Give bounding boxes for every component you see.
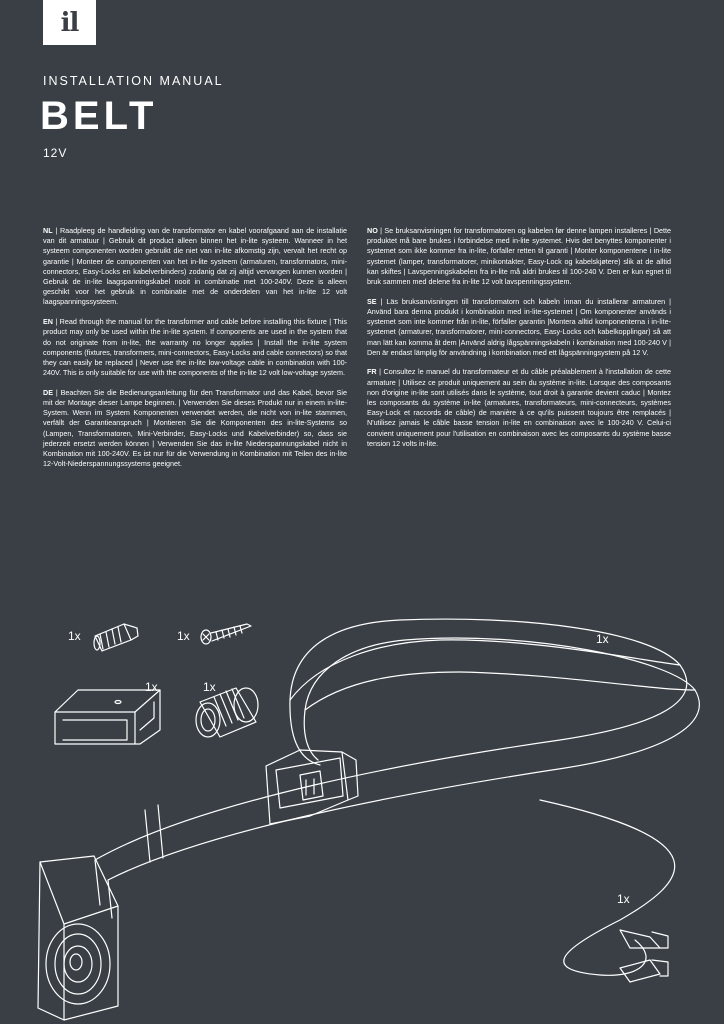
qty-wall-plug: 1x xyxy=(68,629,81,643)
instruction-en: EN | Read through the manual for the transformer and cable before installing this fixture | This product may only be used within the in-lite system. If components are used in the system that do not originate from in-lite, the warranty no longer applies | Install the in-lite system components (fixtures, transformers, mini-connectors, Easy-Locks and cable connectors) so that they can easily be replaced | Never use the in-lite low-voltage cable in combination with 100-240V. This is only suitable for use with the components of the in-lite 12 volt low-voltage system. xyxy=(43,317,347,378)
brand-logo xyxy=(43,0,96,45)
lang-code: DE xyxy=(43,387,53,397)
qty-screw: 1x xyxy=(177,629,190,643)
instruction-de: DE | Beachten Sie die Bedienungsanleitung für den Transformator und das Kabel, bevor Sie mit der Montage dieser Lampe beginnen. | Verwenden Sie dieses Produkt nur in einem in-lite-System. Wenn im System Komponenten verwendet werden, die nicht von in-lite stammen, verfällt der Garantieanspruch | Montieren Sie die Komponenten des in-lite-Systems so (Lampen, Transformatoren, Mini-Verbinder, Easy-Locks und Kabelverbinder) so, dass sie jederzeit ersetzt werden können | Verwenden Sie das in-lite Niederspannungskabel nicht in Kombination mit 100-240V. Es ist nur für die Verwendung in Kombination mit Teilen des in-lite 12-Volt-Niederspannungssystems geeignet. xyxy=(43,387,347,469)
qty-belt: 1x xyxy=(596,632,609,646)
qty-cable-cap: 1x xyxy=(203,680,216,694)
qty-bracket: 1x xyxy=(145,680,158,694)
bracket-icon xyxy=(55,690,160,744)
cable-icon xyxy=(540,800,675,982)
instruction-text: Beachten Sie die Bedienungsanleitung für den Transformator und das Kabel, bevor Sie mit der Montage dieser Lampe beginnen. | Verwenden Sie dieses Produkt nur in einem in-lite-System. Wenn im System Komponenten verwendet werden, die nicht von in-lite stammen, verfällt der Garantieanspruch | Montieren Sie die Komponenten des in-lite-Systems so (Lampen, Transformatoren, Mini-Verbinder, Easy-Locks und Kabelverbinder) so, dass sie jederzeit ersetzt werden können | Verwenden Sie das in-lite Niederspannungskabel nicht in Kombination mit 100-240V. Es ist nur für die Verwendung in Kombination mit Teilen des in-lite 12-Volt-Niederspannungssystems geeignet. xyxy=(43,387,347,469)
instruction-se: SE | Läs bruksanvisningen till transformatorn och kabeln innan du installerar armaturen | Använd bara denna produkt i kombination med in-lite-systemet | Om komponenter används i systemet som inte kommer från in-lite, förfaller garantin |Montera alltid komponenterna i in-lite-systemet (armaturer, transformatorer, mini-connectors, Easy-Locks och kabelkopplingar) så att man lätt kan komma åt dem |Använd aldrig lågspänningskabeln i kombination med 100-240 V | Den är endast lämplig för användning i kombination med ett lågspänningsystem på 12 V. xyxy=(367,296,671,357)
instructions-left-column xyxy=(43,226,347,479)
screw-icon xyxy=(201,624,251,644)
instruction-text: Read through the manual for the transformer and cable before installing this fixture | This product may only be used within the in-lite system. If components are used in the system that do not originate from in-lite, the warranty no longer applies | Install the in-lite system components (fixtures, transformers, mini-connectors, Easy-Locks and cable connectors) so that they can easily be replaced | Never use the in-lite low-voltage cable in combination with 100-240V. This is only suitable for use with the components of the in-lite 12 volt low-voltage system. xyxy=(43,317,347,378)
instruction-text: Läs bruksanvisningen till transformatorn och kabeln innan du installerar armaturen | Använd bara denna produkt i kombination med in-lite-systemet | Om komponenter används i systemet som inte kommer från in-lite, förfaller garantin |Montera alltid komponenterna i in-lite-systemet (armaturer, transformatorer, mini-connectors, Easy-Locks och kabelkopplingar) så att man lätt kan komma åt dem |Använd aldrig lågspänningskabeln i kombination med 100-240 V | Den är endast lämplig för användning i kombination med ett lågspänningsystem på 12 V. xyxy=(367,296,671,357)
lang-code: NO xyxy=(367,226,378,235)
instruction-text: Se bruksanvisningen for transformatoren og kabelen før denne lampen installeres | Dette produktet må bare brukes i forbindelse med in-lite systemet. Hvis det benyttes komponenter i systemet som ikke kommer fra in-lite, forfaller retten til garanti | Monter komponentene i in-lite systemet (lamper, transformatorer, minikontakter, Easy-Lock og kabelskjøtere) slik at de alltid kan skiftes | Lavspenningskabelen fra in-lite må aldri brukes til 100-240 V. Den er kun egnet til bruk sammen med delene fra in-lite 12 volt lavspenningssystem. xyxy=(367,226,671,287)
instruction-no: NO | Se bruksanvisningen for transformatoren og kabelen før denne lampen installeres | Dette produktet må bare brukes i forbindelse med in-lite systemet. Hvis det benyttes komponenter i systemet som ikke kommer fra in-lite, forfaller retten til garanti | Monter komponentene i in-lite systemet (lamper, transformatorer, minikontakter, Easy-Lock og kabelskjøtere) slik at de alltid kan skiftes | Lavspenningskabelen fra in-lite må aldri brukes til 100-240 V. Den er kun egnet til bruk sammen med delene fra in-lite 12 volt lavspenningssystem. xyxy=(367,226,671,287)
cable-cap-icon xyxy=(196,688,258,737)
instructions-right-column xyxy=(367,226,671,459)
logo-text: il xyxy=(60,7,79,38)
lang-code: FR xyxy=(367,367,377,377)
instruction-text: Raadpleeg de handleiding van de transformator en kabel voorafgaand aan de installatie van dit armatuur | Gebruik dit product alleen binnen het in-lite systeem. Wanneer in het systeem componenten worden gebruikt die niet van in-lite afkomstig zijn, vervalt het recht op garantie | Monteer de componenten van het in-lite systeem (armaturen, transformators, mini-connectors, Easy-Locks en kabelverbinders) zodanig dat zij altijd vervangen kunnen worden | Gebruik de in-lite laagspanningskabel nooit in combinatie met 100-240V. Deze is alleen geschikt voor het gebruik in combinatie met de onderdelen van het in-lite 12 volt laagspanningssysteem. xyxy=(43,226,347,307)
manual-subtitle: INSTALLATION MANUAL xyxy=(43,74,224,88)
lang-code: SE xyxy=(367,296,377,306)
instruction-fr: FR | Consultez le manuel du transformateur et du câble préalablement à l'installation de cette armature | Utilisez ce produit uniquement au sein du système in-lite. Lorsque des composants non d'origine in-lite sont utilisés dans le système, tout droit à garantie devient caduc | Montez les composants du système in-lite (armatures, transformateurs, mini-connecteurs, systèmes Easy-Lock et raccords de câble) de manière à ce qu'ils puissent toujours être remplacés | N'utilisez jamais le câble basse tension in-lite en combinaison avec le 100-240 V. Celui-ci convient uniquement pour l'utilisation en combinaison avec les composants du système basse tension 12 volts in-lite. xyxy=(367,367,671,448)
instruction-nl: NL | Raadpleeg de handleiding van de transformator en kabel voorafgaand aan de installatie van dit armatuur | Gebruik dit product alleen binnen het in-lite systeem. Wanneer in het systeem componenten worden gebruikt die niet van in-lite afkomstig zijn, vervalt het recht op garantie | Monteer de componenten van het in-lite systeem (armaturen, transformators, mini-connectors, Easy-Locks en kabelverbinders) zodanig dat zij altijd vervangen kunnen worden | Gebruik de in-lite laagspanningskabel nooit in combinatie met 100-240V. Deze is alleen geschikt voor het gebruik in combinatie met de onderdelen van het in-lite 12 volt laagspanningssysteem. xyxy=(43,226,347,307)
belt-icon xyxy=(95,619,699,918)
belt-buckle-icon xyxy=(266,750,358,824)
voltage-label: 12V xyxy=(43,146,68,160)
qty-cable: 1x xyxy=(617,892,630,906)
wall-plug-icon xyxy=(94,624,138,651)
lang-code: NL xyxy=(43,226,53,235)
instruction-text: Consultez le manuel du transformateur et du câble préalablement à l'installation de cette armature | Utilisez ce produit uniquement au sein du système in-lite. Lorsque des composants non d'origine in-lite sont utilisés dans le système, tout droit à garantie devient caduc | Montez les composants du système in-lite (armatures, transformateurs, mini-connecteurs, systèmes Easy-Lock et raccords de câble) de manière à ce qu'ils puissent toujours être remplacés | N'utilisez jamais le câble basse tension in-lite en combinaison avec le 100-240 V. Celui-ci convient uniquement pour l'utilisation en combinaison avec les composants du système basse tension 12 volts in-lite. xyxy=(367,367,671,448)
lang-code: EN xyxy=(43,317,53,327)
parts-illustration xyxy=(0,600,724,1024)
lamp-head-icon xyxy=(38,856,118,1020)
product-title: BELT xyxy=(40,94,158,138)
